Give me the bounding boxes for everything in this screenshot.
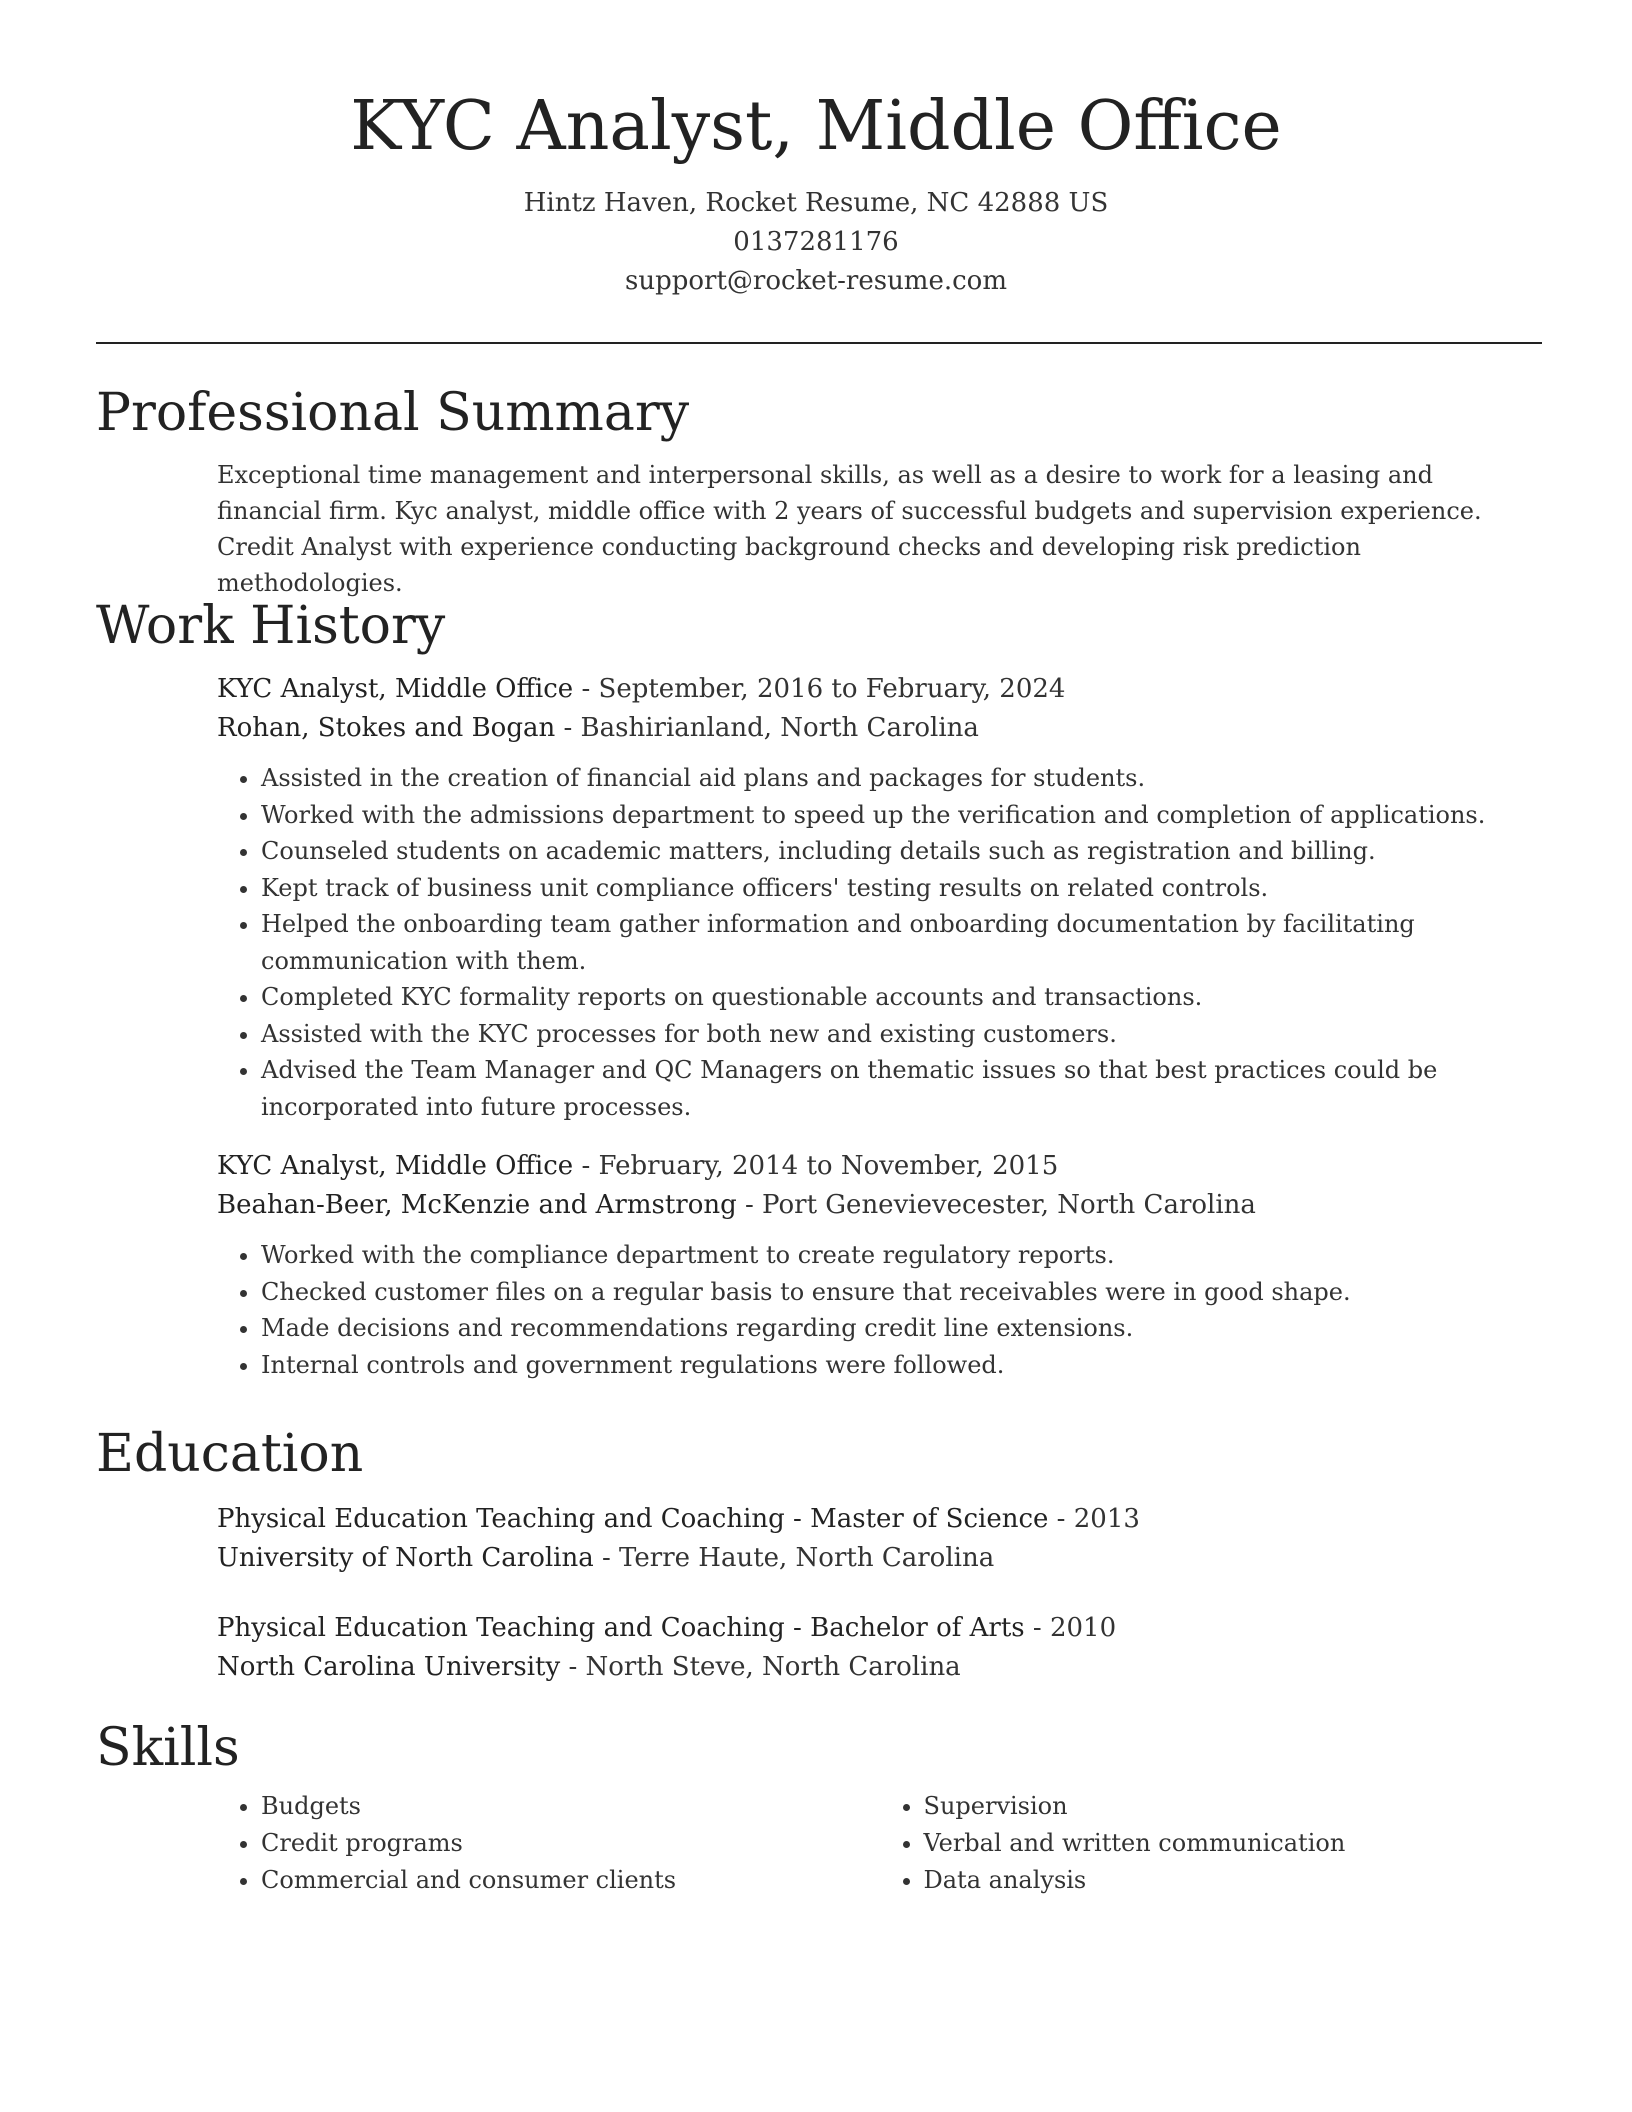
list-item: • Assisted in the creation of financial aid plans and packages for students. — [261, 760, 1542, 797]
skill-item: • Credit programs — [261, 1825, 880, 1862]
education-field: Physical Education Teaching and Coaching — [217, 1504, 785, 1534]
education-degree: - Master of Science — [784, 1504, 1049, 1534]
list-item: • Kept track of business unit compliance officers' testing results on related controls. — [261, 870, 1542, 907]
list-item: • Worked with the admissions department to speed up the verification and completion of applications. — [261, 797, 1542, 834]
job-dates: - February, 2014 to November, 2015 — [573, 1151, 1059, 1181]
skills-list-right — [880, 1788, 1543, 1899]
education-degree-line — [217, 1609, 1542, 1648]
summary-text: Exceptional time management and interpersonal skills, as well as a desire to work for a leasing and financial firm. Kyc analyst, middle office with 2 years of successful budgets and supervision experience. Credit Analyst with experience conducting background checks and developing risk prediction methodologies. — [217, 461, 1482, 597]
job-company: Beahan-Beer, McKenzie and Armstrong — [217, 1190, 737, 1220]
summary-heading: Professional Summary — [96, 383, 690, 443]
education-field: Physical Education Teaching and Coaching — [217, 1613, 785, 1643]
skill-item: • Data analysis — [924, 1862, 1543, 1899]
list-item: • Checked customer files on a regular basis to ensure that receivables were in good shape. — [261, 1274, 1542, 1311]
education-entry — [217, 1500, 1542, 1578]
education-location: - North Steve, North Carolina — [560, 1652, 961, 1682]
resume-header — [0, 0, 1632, 301]
skills-heading: Skills — [96, 1718, 240, 1778]
skill-item: • Commercial and consumer clients — [261, 1862, 880, 1899]
education-location: - Terre Haute, North Carolina — [593, 1543, 995, 1573]
skills-columns — [217, 1788, 1542, 1899]
education-section — [96, 1422, 1542, 1687]
contact-phone: 0137281176 — [733, 227, 899, 257]
skills-section — [96, 1716, 1542, 1899]
contact-block — [0, 184, 1632, 301]
skill-item: • Verbal and written communication — [924, 1825, 1543, 1862]
list-item: • Assisted with the KYC processes for both new and existing customers. — [261, 1016, 1542, 1053]
list-item: • Advised the Team Manager and QC Managers on thematic issues so that best practices could be incorporated into future processes. — [261, 1052, 1542, 1125]
work-history-section — [96, 594, 1542, 1383]
education-school: University of North Carolina — [217, 1543, 594, 1573]
skills-list-left — [217, 1788, 880, 1899]
education-year: - 2010 — [1024, 1613, 1117, 1643]
job-dates: - September, 2016 to February, 2024 — [573, 674, 1066, 704]
header-divider — [96, 342, 1542, 344]
list-item: • Completed KYC formality reports on questionable accounts and transactions. — [261, 979, 1542, 1016]
job-company-line — [217, 1186, 1542, 1225]
education-year: - 2013 — [1048, 1504, 1140, 1534]
skill-item: • Budgets — [261, 1788, 880, 1825]
job-location: - Bashirianland, North Carolina — [555, 713, 979, 743]
education-school-line — [217, 1648, 1542, 1687]
contact-email: support@rocket-resume.com — [624, 266, 1007, 296]
skill-item: • Supervision — [924, 1788, 1543, 1825]
job-duties-list — [217, 1237, 1542, 1383]
job-company: Rohan, Stokes and Bogan — [217, 713, 556, 743]
education-heading: Education — [96, 1424, 364, 1484]
education-school: North Carolina University — [217, 1652, 561, 1682]
education-degree: - Bachelor of Arts — [784, 1613, 1025, 1643]
job-entry — [217, 670, 1542, 1125]
education-degree-line — [217, 1500, 1542, 1539]
education-school-line — [217, 1539, 1542, 1578]
list-item: • Made decisions and recommendations regarding credit line extensions. — [261, 1310, 1542, 1347]
list-item: • Internal controls and government regulations were followed. — [261, 1347, 1542, 1384]
work-history-heading: Work History — [96, 596, 446, 656]
job-title-line — [217, 670, 1542, 709]
list-item: • Helped the onboarding team gather information and onboarding documentation by facilitating communication with them. — [261, 906, 1542, 979]
job-entry — [217, 1147, 1542, 1383]
job-location: - Port Genevievecester, North Carolina — [736, 1190, 1256, 1220]
job-role: KYC Analyst, Middle Office — [217, 674, 574, 704]
job-title-line — [217, 1147, 1542, 1186]
job-role: KYC Analyst, Middle Office — [217, 1151, 574, 1181]
job-duties-list — [217, 760, 1542, 1125]
job-company-line — [217, 709, 1542, 748]
contact-address: Hintz Haven, Rocket Resume, NC 42888 US — [523, 188, 1109, 218]
list-item: • Worked with the compliance department to create regulatory reports. — [261, 1237, 1542, 1274]
candidate-name: KYC Analyst, Middle Office — [350, 87, 1282, 166]
list-item: • Counseled students on academic matters, including details such as registration and billing. — [261, 833, 1542, 870]
education-entry — [217, 1609, 1542, 1687]
summary-section — [96, 381, 1542, 601]
